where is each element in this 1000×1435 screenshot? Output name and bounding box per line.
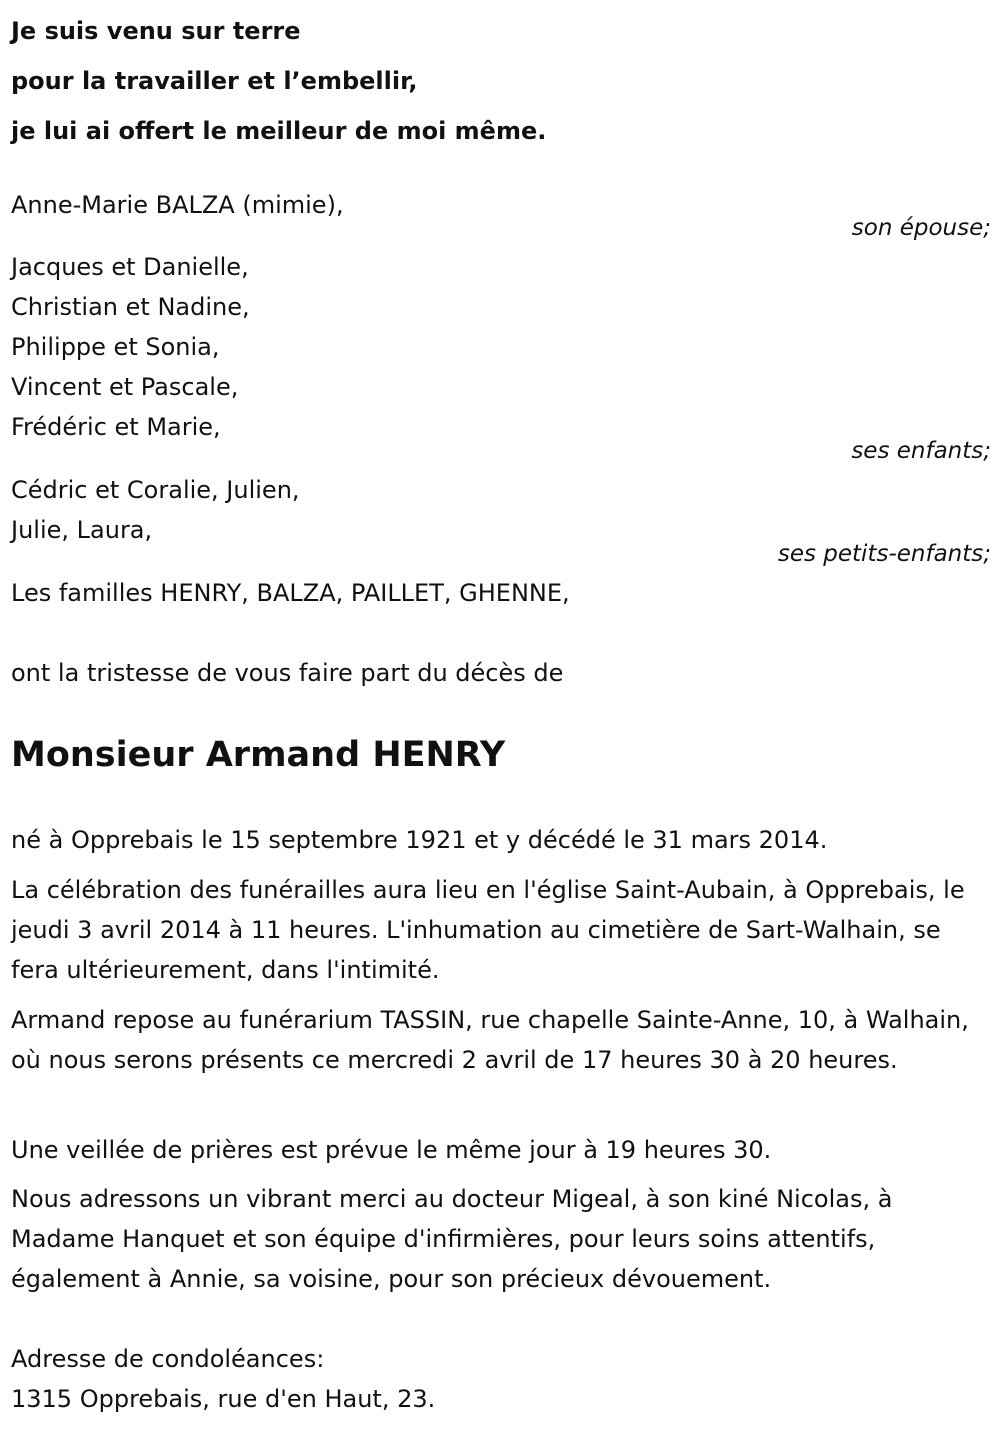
birth-death-paragraph: né à Opprebais le 15 septembre 1921 et y décédé le 31 mars 2014. [11,826,828,854]
condolences-address: 1315 Opprebais, rue d'en Haut, 23. [11,1385,436,1413]
child-name: Philippe et Sonia, [11,333,220,361]
children-relation: ses enfants; [851,438,991,464]
deceased-name: Monsieur Armand HENRY [11,735,506,775]
spouse-names [11,185,991,225]
announcement-line: ont la tristesse de vous faire part du décès de [11,659,564,687]
spouse-relation: son épouse; [851,215,991,241]
obituary-notice [11,0,991,1435]
grandchild-name: Julie, Laura, [11,516,153,544]
child-name: Vincent et Pascale, [11,373,239,401]
epigraph-line: je lui ai offert le meilleur de moi même. [11,117,547,145]
child-name: Jacques et Danielle, [11,253,249,281]
child-name: Frédéric et Marie, [11,413,221,441]
epigraph-line: Je suis venu sur terre [11,17,301,45]
children-names [11,247,991,447]
families-line: Les familles HENRY, BALZA, PAILLET, GHENNE, [11,579,570,607]
thanks-paragraph: Nous adressons un vibrant merci au docteur Migeal, à son kiné Nicolas, à Madame Hanquet et son équipe d'infirmières, pour leurs soins attentifs, également à Annie, sa voisine, pour son précieux dévouement. [11,1185,893,1293]
grandchildren-names [11,470,991,550]
spouse-name: Anne-Marie BALZA (mimie), [11,191,344,219]
grandchildren-relation: ses petits-enfants; [777,541,991,567]
epigraph [11,6,991,156]
child-name: Christian et Nadine, [11,293,250,321]
condolences-label: Adresse de condoléances: [11,1345,325,1373]
condolences-block [11,1339,991,1419]
vigil-paragraph: Une veillée de prières est prévue le même jour à 19 heures 30. [11,1136,772,1164]
funeral-paragraph: La célébration des funérailles aura lieu en l'église Saint-Aubain, à Opprebais, le jeudi 3 avril 2014 à 11 heures. L'inhumation au cimetière de Sart-Walhain, se fera ultérieurement, dans l'intimité. [11,876,965,984]
grandchild-name: Cédric et Coralie, Julien, [11,476,300,504]
epigraph-line: pour la travailler et l’embellir, [11,67,418,95]
visitation-paragraph: Armand repose au funérarium TASSIN, rue chapelle Sainte-Anne, 10, à Walhain, où nous serons présents ce mercredi 2 avril de 17 heures 30 à 20 heures. [11,1006,969,1074]
